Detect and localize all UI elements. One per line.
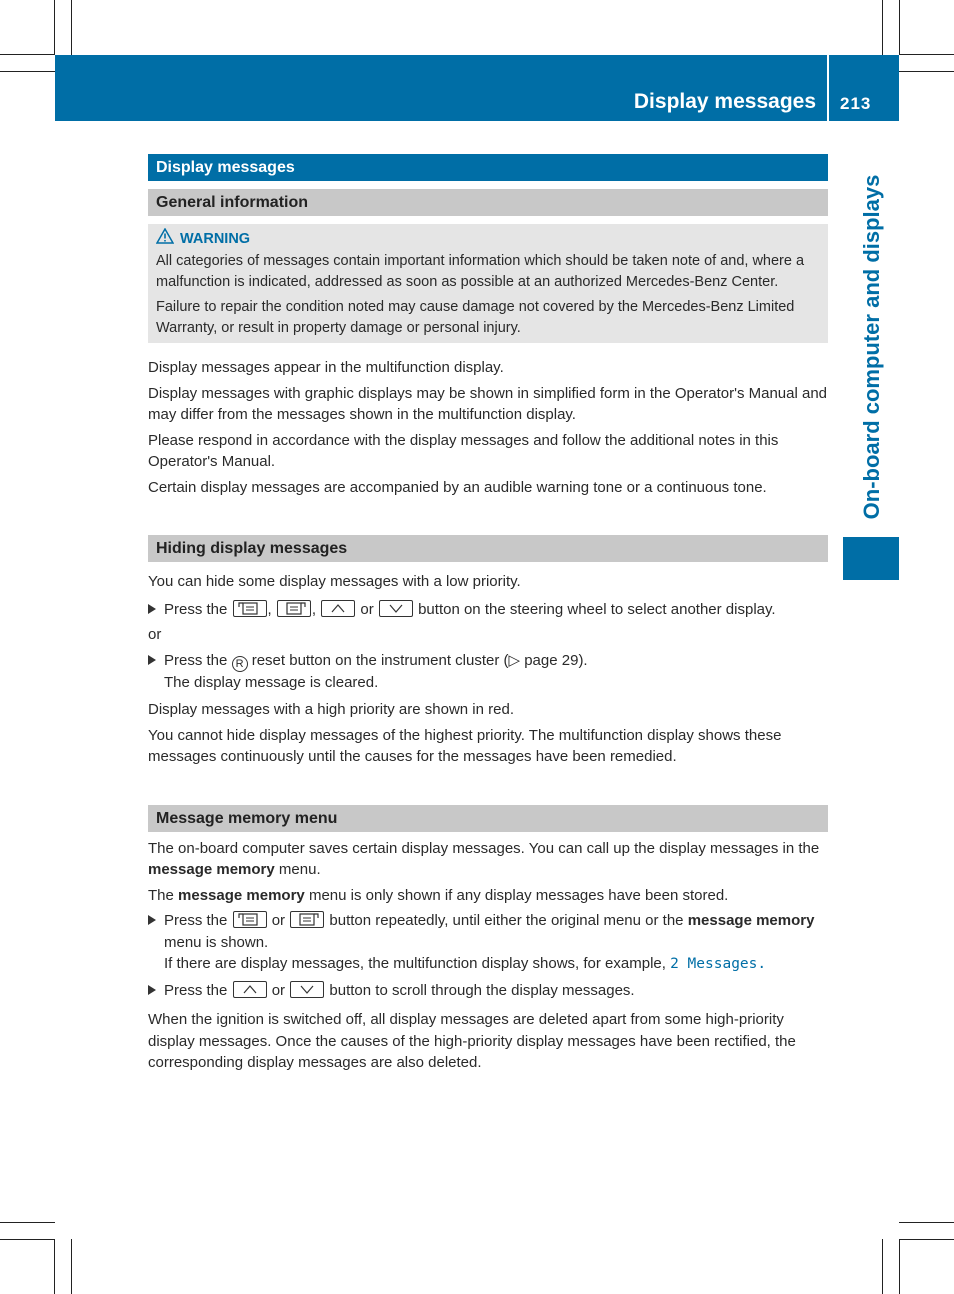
or-text: or — [148, 626, 162, 643]
body-paragraph: You cannot hide display messages of the highest priority. The multifunction display shows these messages continuously until the causes for the messages have been remedied. — [148, 726, 782, 765]
page-right-icon — [290, 911, 324, 928]
step-result: If there are display messages, the multifunction display shows, for example, 2 Messages. — [164, 955, 767, 972]
crop-mark — [0, 1222, 55, 1223]
header-title: Display messages — [633, 90, 816, 113]
crop-mark — [899, 54, 954, 55]
crop-mark — [0, 1239, 55, 1240]
warning-box — [148, 224, 828, 343]
warning-triangle-icon — [156, 228, 174, 251]
crop-mark — [0, 71, 55, 72]
main-content — [148, 154, 828, 1078]
body-paragraph: The on-board computer saves certain display messages. You can call up the display messages in the message memory menu. — [148, 839, 820, 878]
crop-mark — [899, 71, 954, 72]
arrow-down-icon — [379, 600, 413, 617]
step-arrow-icon — [148, 604, 156, 614]
crop-mark — [54, 0, 55, 55]
crop-mark — [882, 1239, 883, 1294]
step-arrow-icon — [148, 985, 156, 995]
body-paragraph: Certain display messages are accompanied by an audible warning tone or a continuous tone. — [148, 478, 767, 496]
crop-mark — [899, 1222, 954, 1223]
arrow-up-icon — [321, 600, 355, 617]
warning-heading — [156, 228, 820, 251]
page-left-icon — [233, 911, 267, 928]
crop-mark — [0, 54, 55, 55]
page-left-icon — [233, 600, 267, 617]
crop-mark — [71, 1239, 72, 1294]
step-arrow-icon — [148, 655, 156, 665]
instruction-step: Press the , , or button on the steering wheel to select another display. — [148, 599, 828, 621]
crop-mark — [899, 1239, 900, 1294]
crop-mark — [71, 0, 72, 55]
subsection-title-general: General information — [148, 189, 828, 216]
body-paragraph: Display messages with graphic displays may be shown in simplified form in the Operator's Manual and may differ from the messages shown in the multifunction display. — [148, 384, 828, 423]
subsection-title-hiding: Hiding display messages — [148, 535, 828, 562]
body-paragraph: Display messages appear in the multifunction display. — [148, 359, 504, 376]
body-paragraph: Display messages with a high priority are shown in red. — [148, 701, 514, 718]
warning-label: WARNING — [180, 231, 251, 247]
body-paragraph: You can hide some display messages with a low priority. — [148, 573, 521, 590]
warning-text: Failure to repair the condition noted may cause damage not covered by the Mercedes-Benz Limited Warranty, or result in property damage or personal injury. — [156, 299, 795, 336]
side-tab-marker — [843, 537, 899, 580]
header-separator — [827, 55, 829, 121]
section-title: Display messages — [148, 154, 828, 181]
warning-text: All categories of messages contain important information which should be taken note of and, where a malfunction is indicated, addressed as soon as possible at an authorized Mercedes-Benz Center. — [156, 253, 805, 290]
reset-button-icon: R — [232, 656, 248, 672]
instruction-step: Press the or button repeatedly, until either the original menu or the message memory menu is shown. — [148, 910, 828, 953]
page-right-icon — [277, 600, 311, 617]
arrow-down-icon — [290, 981, 324, 998]
step-result: The display message is cleared. — [164, 673, 379, 691]
display-text-example: 2 Messages — [670, 956, 758, 972]
body-paragraph: The message memory menu is only shown if any display messages have been stored. — [148, 886, 729, 904]
body-paragraph: Please respond in accordance with the display messages and follow the additional notes in this Operator's Manual. — [148, 431, 779, 470]
page-number: 213 — [840, 94, 872, 113]
crop-mark — [899, 0, 900, 55]
arrow-up-icon — [233, 981, 267, 998]
crop-mark — [899, 1239, 954, 1240]
subsection-title-memory: Message memory menu — [148, 805, 828, 832]
body-paragraph: When the ignition is switched off, all display messages are deleted apart from some high-priority display messages. Once the causes of the high-priority display messages have been rectified, the corresponding display messages are also deleted. — [148, 1011, 796, 1071]
side-tab-label: On-board computer and displays — [859, 174, 884, 520]
instruction-step: Press the R reset button on the instrument cluster (▷ page 29). — [148, 650, 828, 672]
crop-mark — [54, 1239, 55, 1294]
instruction-step: Press the or button to scroll through the display messages. — [148, 980, 828, 1002]
crop-mark — [882, 0, 883, 55]
step-arrow-icon — [148, 915, 156, 925]
